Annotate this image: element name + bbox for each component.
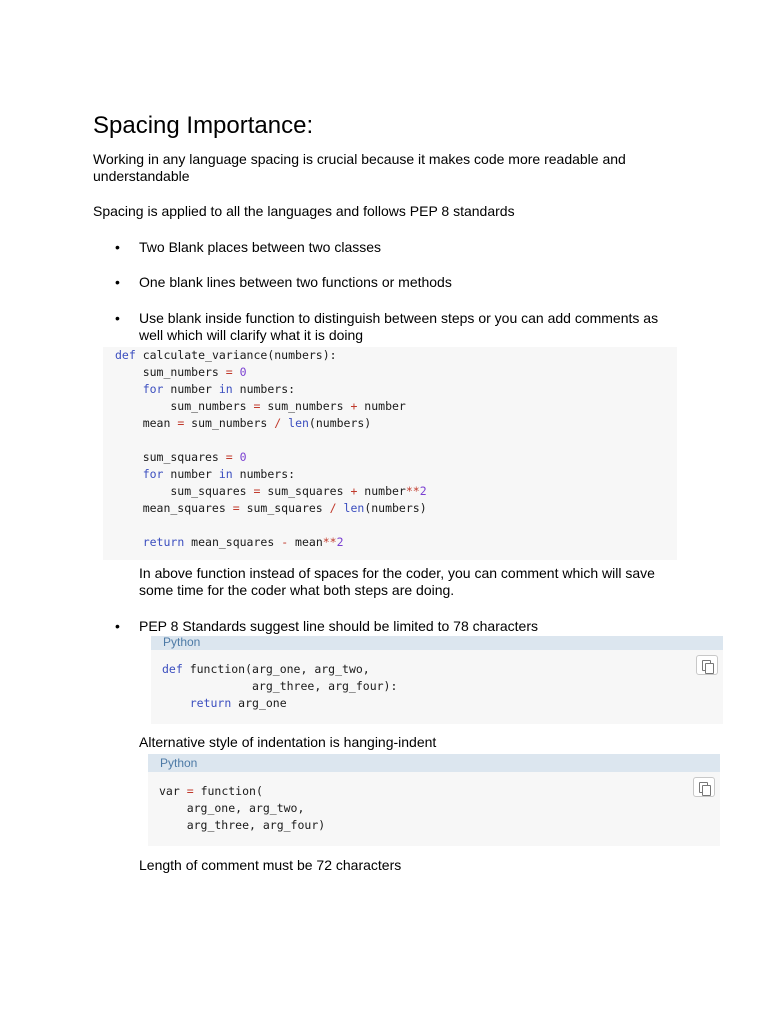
- code-line: sum_squares = sum_squares + number**2: [115, 484, 427, 498]
- copy-button[interactable]: [693, 777, 715, 797]
- code-line: arg_three, arg_four):: [162, 679, 398, 693]
- alt-style-text: Alternative style of indentation is hanging-indent: [139, 734, 437, 750]
- code-line: arg_three, arg_four): [159, 818, 326, 832]
- bullet-item-3: [139, 310, 658, 344]
- code-block-hanging-indent: [148, 754, 720, 846]
- code-line: mean = sum_numbers / len(numbers): [115, 416, 372, 430]
- code-line: for number in numbers:: [142, 467, 296, 481]
- code-line: arg_one, arg_two,: [159, 801, 305, 815]
- bullet-icon: •: [115, 618, 120, 634]
- code-line: mean_squares = sum_squares / len(numbers): [115, 501, 427, 515]
- bullet-item-2: One blank lines between two functions or methods: [139, 274, 452, 290]
- code-block-variance: [103, 347, 677, 560]
- language-label: Python: [148, 754, 720, 772]
- code-line: for number in numbers:: [142, 382, 296, 396]
- bullet-icon: •: [115, 239, 120, 255]
- code-line: def function(arg_one, arg_two,: [162, 662, 370, 676]
- bullet-item-4: PEP 8 Standards suggest line should be limited to 78 characters: [139, 618, 538, 634]
- code-explanation-line-2: some time for the coder what both steps are doing.: [139, 582, 455, 598]
- copy-button[interactable]: [696, 655, 718, 675]
- code-line: return arg_one: [189, 696, 287, 710]
- code-explanation-line-1: In above function instead of spaces for the coder, you can comment which will save: [139, 565, 655, 581]
- bullet-item-1: Two Blank places between two classes: [139, 239, 382, 255]
- bullet-item-3-line-1: Use blank inside function to distinguish between steps or you can add comments as: [139, 310, 659, 326]
- code-line: sum_numbers = sum_numbers + number: [115, 399, 406, 413]
- code-line: var = function(: [159, 784, 263, 798]
- intro-paragraph: [93, 151, 626, 185]
- code-line: def calculate_variance(numbers):: [115, 348, 337, 362]
- code-block-line-length: [151, 636, 723, 724]
- bullet-icon: •: [115, 310, 120, 326]
- language-label: Python: [151, 636, 723, 650]
- code-line: sum_numbers = 0: [115, 365, 247, 379]
- code-line: sum_squares = 0: [115, 450, 247, 464]
- page-title: Spacing Importance:: [93, 112, 314, 139]
- pep8-sentence: Spacing is applied to all the languages and follows PEP 8 standards: [93, 203, 515, 219]
- bullet-icon: •: [115, 274, 120, 290]
- code-explanation: [139, 565, 655, 599]
- comment-length-text: Length of comment must be 72 characters: [139, 857, 402, 873]
- code-line: return mean_squares - mean**2: [142, 535, 344, 549]
- intro-line-1: Working in any language spacing is crucial because it makes code more readable and: [93, 151, 626, 167]
- intro-line-2: understandable: [93, 168, 190, 184]
- bullet-item-3-line-2: well which will clarify what it is doing: [139, 327, 364, 343]
